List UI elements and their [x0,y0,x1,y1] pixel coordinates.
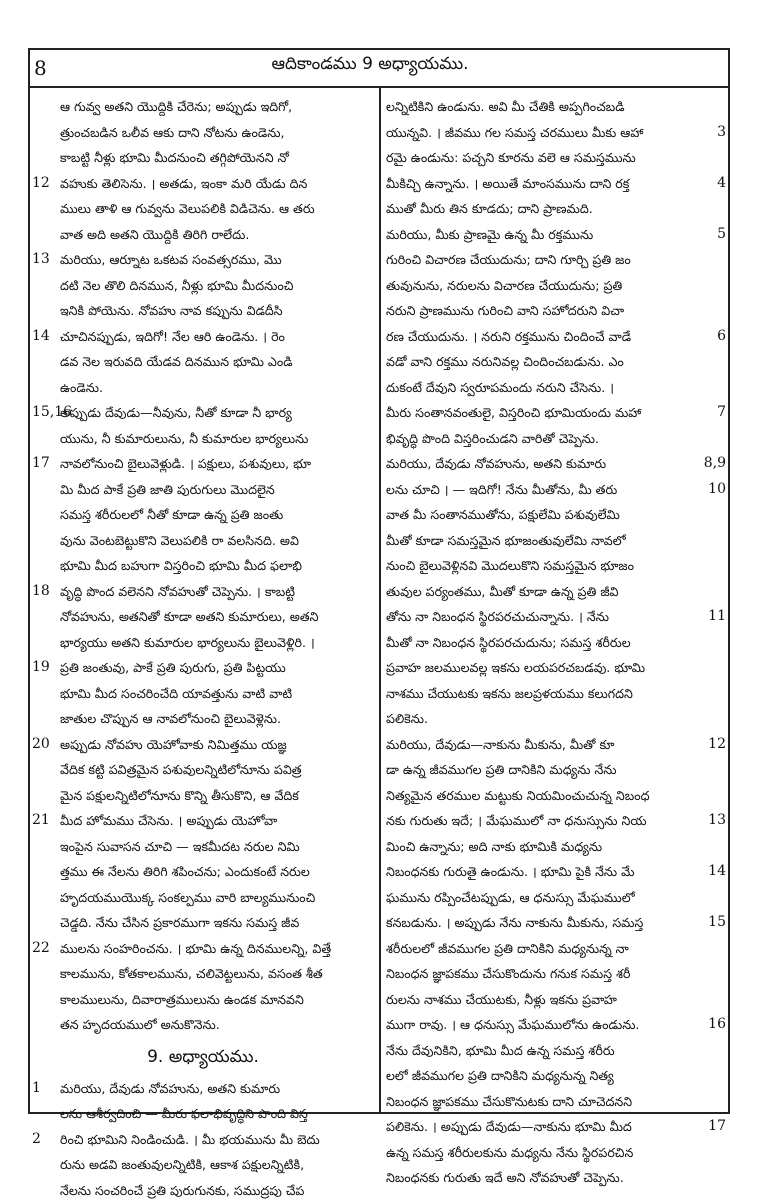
verse-number: 17 [686,1114,726,1140]
verse-number: 6 [686,324,726,350]
verse-number: 13 [32,247,62,273]
verse-text: మీరు సంతానవంతులై, విస్తరించి భూమియందు మహా [386,400,704,426]
verse-text: తువుల పర్యంతము, మీతో కూడా ఉన్న ప్రతి జీవి [386,579,704,605]
verse-line [386,834,726,860]
verse-line [386,477,726,503]
verse-text: హృదయముయొక్క సంకల్పము వారి బాల్యమునుంచి [60,885,374,911]
verse-number: 4 [686,171,726,197]
verse-line [386,808,726,834]
left-column [32,94,374,1106]
verse-text: కనబడును. । అప్పుడు నేను నాకును మీకును, సమస్త [386,910,704,936]
verse-line [32,757,374,783]
verse-text: నిత్యమైన తరముల మట్టుకు నియమించుచున్న నిబంధ [386,783,704,809]
verse-number: 10 [686,477,726,503]
verse-line [32,1101,374,1127]
verse-text: గురించి విచారణ చేయుదును; దాని గూర్చి ప్రతి జం [386,247,704,273]
verse-text: వాత మీ సంతానముతోను, పక్షులేమి పశువులేమి [386,502,704,528]
verse-text: నేలను సంచరించే ప్రతి పురుగునకు, సముద్రపు చేప [60,1178,374,1203]
verse-number: 11 [686,604,726,630]
verse-text: ఘమును రప్పించేటప్పుడు, ఆ ధనుస్సు మేఘములో [386,885,704,911]
verse-text: ముగా రావు. । ఆ ధనుస్సు మేఘములోను ఉండును. [386,1012,704,1038]
right-column [386,94,726,1106]
verse-text: యున్నవి. । జీవము గల సమస్త చరములు మీకు ఆహా [386,120,704,146]
verse-text: నిబంధనకు గురుతు ఇదే అని నోవహుతో చెప్పెను. [386,1165,704,1191]
verse-line [386,196,726,222]
verse-text: ఇనికి పోయెను. నోవహు నావ కప్పును విడదీసి [60,298,374,324]
verse-text: రులను నాశము చేయుటకు, నీళ్లు ఇకను ప్రవాహ [386,987,704,1013]
verse-number: 14 [686,859,726,885]
verse-line [32,936,374,962]
verse-number: 15 [686,910,726,936]
verse-text: మైన పక్షులన్నిటిలోనూను కొన్ని తీసుకొని, ఆ వేదిక [60,783,374,809]
verse-line [386,783,726,809]
verse-number: 19 [32,655,62,681]
verse-text: సమస్త శరీరులలో నీతో కూడా ఉన్న ప్రతి జంతు [60,502,374,528]
verse-line [32,859,374,885]
verse-text: రమై ఉండును: పచ్చని కూరను వలె ఆ సమస్తమును [386,145,704,171]
verse-text: మీకిచ్చి ఉన్నాను. । అయితే మాంసమును దాని రక్త [386,171,704,197]
verse-text: శరీరులలో జీవముగల ప్రతి దానికిని మధ్యనున్న నా [386,936,704,962]
verse-line [32,94,374,120]
verse-line [386,579,726,605]
verse-number: 13 [686,808,726,834]
verse-text: డా ఉన్న జీవముగల ప్రతి దానికిని మధ్యను నేను [386,757,704,783]
verse-text: నావలోనుంచి బైలువెళ్లుడి. । పక్షులు, పశువులు, భూ [60,451,374,477]
verse-text: భూమి మీద బహుగా విస్తరించి భూమి మీద ఫలాభి [60,553,374,579]
verse-text: నకు గురుతు ఇదే; । మేఘములో నా ధనుస్సును నియ [386,808,704,834]
verse-line [32,961,374,987]
verse-line [386,732,726,758]
verse-line [386,553,726,579]
verse-line [386,222,726,248]
verse-number: 12 [32,171,62,197]
verse-number: 5 [686,222,726,248]
verse-line [32,222,374,248]
verse-text: మరియు, దేవుడు—నాకును మీకును, మీతో కూ [386,732,704,758]
verse-text: తువునును, నరులను విచారణ చేయుదును; ప్రతి [386,273,704,299]
verse-text: చెడ్డది. నేను చేసిన ప్రకారముగా ఇకను సమస్త జీవ [60,910,374,936]
verse-line [32,451,374,477]
verse-line [386,120,726,146]
verse-line [386,655,726,681]
verse-line [32,1076,374,1102]
verse-text: మరియు, మీకు ప్రాణమై ఉన్న మీ రక్తమును [386,222,704,248]
column-rule [379,86,381,1114]
verse-line [32,171,374,197]
verse-text: భివృద్ధి పొంది విస్తరించుడని వారితో చెప్పెను. [386,426,704,452]
verse-line [32,1012,374,1038]
verse-line [32,349,374,375]
verse-line [386,859,726,885]
verse-number: 21 [32,808,62,834]
verse-text: ప్రవాహ జలములవల్ల ఇకను లయపరచబడవు. భూమి [386,655,704,681]
verse-line [386,936,726,962]
verse-line [386,298,726,324]
verse-text: లను ఆశీర్వదించి — మీరు ఫలాభివృద్ధిని పొంది విస్త [60,1101,374,1127]
verse-text: ఆ గువ్వ అతని యొద్దికి చేరెను; అప్పుడు ఇదిగో, [60,94,374,120]
verse-text: నిబంధనకు గురుతై ఉండును. । భూమి పైకి నేను మే [386,859,704,885]
verse-line [32,885,374,911]
verse-text: నుంచి బైలువెళ్లినవి మొదలుకొని సమస్తమైన భూజం [386,553,704,579]
verse-line [32,579,374,605]
verse-text: మించి ఉన్నాను; అది నాకు భూమికి మధ్యను [386,834,704,860]
verse-text: డవ నెల ఇరువది యేడవ దినమున భూమి ఎండి [60,349,374,375]
verse-text: కాబట్టి నీళ్లు భూమి మీదనుంచి తగ్గిపోయెనని నో [60,145,374,171]
verse-line [32,783,374,809]
verse-line [32,910,374,936]
verse-line [386,273,726,299]
verse-number: 3 [686,120,726,146]
verse-line [32,732,374,758]
verse-line [386,426,726,452]
verse-line [32,834,374,860]
verse-text: వహుకు తెలిసెను. । అతడు, ఇంకా మరి యేడు దిన [60,171,374,197]
verse-number: 8,9 [686,451,726,477]
verse-line [32,247,374,273]
verse-text: తన హృదయములో అనుకొనెను. [60,1012,374,1038]
verse-number: 2 [32,1127,62,1153]
verse-text: పలికెను. । అప్పుడు దేవుడు—నాకును భూమి మీద [386,1114,704,1140]
verse-number: 12 [686,732,726,758]
verse-line [32,808,374,834]
verse-text: వృద్ధి పొంద వలెనని నోవహుతో చెప్పెను. । కాబట్టి [60,579,374,605]
verse-number: 16 [686,1012,726,1038]
verse-line [32,477,374,503]
verse-text: దటి నెల తొలి దినమున, నీళ్లు భూమి మీదనుంచి [60,273,374,299]
verse-line [386,1165,726,1191]
verse-text: త్తము ఈ నేలను తిరిగి శపించను; ఎందుకంటే నరుల [60,859,374,885]
verse-line [32,655,374,681]
verse-line [386,630,726,656]
verse-line [386,1012,726,1038]
verse-text: నాశము చేయుటకు ఇకను జలప్రళయము కలుగదని [386,681,704,707]
verse-text: నిబంధన జ్ఞాపకము చేసుకొనుటకు దాని చూచెదనని [386,1089,704,1115]
verse-text: మి మీద పాకే ప్రతి జాతి పురుగులు మొదలైన [60,477,374,503]
verse-line [386,171,726,197]
verse-text: భూమి మీద సంచరించేది యావత్తును వాటి వాటి [60,681,374,707]
verse-line [32,145,374,171]
verse-text: మరియు, దేవుడు నోవహును, అతని కుమారు [386,451,704,477]
verse-number: 15,16 [32,400,62,426]
verse-text: వాత అది అతని యొద్దికి తిరిగి రాలేదు. [60,222,374,248]
verse-text: లలో జీవముగల ప్రతి దానికిని మధ్యనున్న నిత్య [386,1063,704,1089]
verse-text: వేదిక కట్టి పవిత్రమైన పశువులన్నిటిలోనూను పవిత్ర [60,757,374,783]
verse-text: యును, నీ కుమారులును, నీ కుమారుల భార్యలును [60,426,374,452]
verse-text: ములను సంహరించను. । భూమి ఉన్న దినములన్ని, విత్తే [60,936,374,962]
verse-line [386,885,726,911]
verse-text: రణ చేయుదును. । నరుని రక్తమును చిందించే వాడే [386,324,704,350]
verse-line [386,1089,726,1115]
verse-text: జాతుల చొప్పున ఆ నావలోనుంచి బైలువెళ్లెను. [60,706,374,732]
verse-number: 20 [32,732,62,758]
verse-line [386,910,726,936]
verse-text: మీతో కూడా సమస్తమైన భూజంతువులేమి నావలో [386,528,704,554]
verse-number: 1 [32,1076,62,1102]
verse-text: చూచినప్పుడు, ఇదిగో! నేల ఆరి ఉండెను. । రెం [60,324,374,350]
verse-text: అప్పుడు నోవహు యెహోవాకు నిమిత్తము యజ్ఞ [60,732,374,758]
verse-line [386,1038,726,1064]
verse-line [32,706,374,732]
verse-text: లన్నిటికిని ఉండును. అవి మీ చేతికి అప్పగించబడి [386,94,704,120]
verse-line [386,1140,726,1166]
verse-text: నోవహును, అతనితో కూడా అతని కుమారులు, అతని [60,604,374,630]
verse-text: రించి భూమిని నిండించుడి. । మీ భయమును మీ బెదు [60,1127,374,1153]
verse-line [32,528,374,554]
verse-line [32,120,374,146]
verse-line [386,324,726,350]
verse-line [32,375,374,401]
verse-text: ప్రతి జంతువు, పాకే ప్రతి పురుగు, ప్రతి పిట్టయు [60,655,374,681]
verse-text: మరియు, ఆర్నూట ఒకటవ సంవత్సరము, మొ [60,247,374,273]
verse-text: ఇంపైన సువాసన చూచి — ఇకమీదట నరుల నిమి [60,834,374,860]
verse-line [386,987,726,1013]
verse-line [386,604,726,630]
verse-number: 22 [32,936,62,962]
verse-text: లను చూచి । — ఇదిగో! నేను మీతోను, మీ తరు [386,477,704,503]
verse-text: నిబంధన జ్ఞాపకము చేసుకొందును గనుక సమస్త శరీ [386,961,704,987]
verse-text: ఉన్న సమస్త శరీరులకును మధ్యను నేను స్థిరపరచిన [386,1140,704,1166]
verse-text: పలికెను. [386,706,704,732]
verse-line [32,1152,374,1178]
verse-text: అప్పుడు దేవుడు—నీవును, నీతో కూడా నీ భార్య [60,400,374,426]
verse-line [32,426,374,452]
verse-text: ములు తాళి ఆ గువ్వను వెలుపలికి విడిచెను. ఆ తరు [60,196,374,222]
verse-number: 18 [32,579,62,605]
verse-number: 14 [32,324,62,350]
verse-line [32,502,374,528]
verse-text: కాలములును, దివారాత్రములును ఉండక మానవని [60,987,374,1013]
verse-line [386,247,726,273]
verse-line [386,681,726,707]
verse-text: కాలమును, కోతకాలమును, చలివెట్టలును, వసంత శీత [60,961,374,987]
verse-text: మీద హోమము చేసెను. । అప్పుడు యెహోవా [60,808,374,834]
verse-text: దుకంటే దేవుని స్వరూపమందు నరుని చేసెను. । [386,375,704,401]
verse-line [386,451,726,477]
verse-text: వును వెంటబెట్టుకొని వెలుపలికి రా వలసినది. అవి [60,528,374,554]
verse-text: నరుని ప్రాణమును గురించి వాని సహోదరుని విచా [386,298,704,324]
verse-text: రును అడవి జంతువులన్నిటికి, ఆకాశ పక్షులన్నిటికి, [60,1152,374,1178]
verse-text: ముతో మీరు తిన కూడదు; దాని ప్రాణమది. [386,196,704,222]
verse-text: తోను నా నిబంధన స్థిరపరచుచున్నాను. । నేను [386,604,704,630]
verse-text: భార్యయు అతని కుమారుల భార్యలును బైలువెళ్లిరి. । [60,630,374,656]
verse-line [386,757,726,783]
chapter-heading: 9. అధ్యాయము. [32,1038,374,1076]
verse-line [386,349,726,375]
verse-line [32,553,374,579]
verse-line [386,706,726,732]
verse-line [386,94,726,120]
verse-text: వడో వాని రక్తము నరునివల్ల చిందించబడును. ఎం [386,349,704,375]
verse-text: మరియు, దేవుడు నోవహును, అతని కుమారు [60,1076,374,1102]
verse-line [32,196,374,222]
verse-line [32,273,374,299]
verse-text: మీతో నా నిబంధన స్థిరపరచుదును; సమస్త శరీరుల [386,630,704,656]
verse-line [32,1127,374,1153]
verse-line [386,145,726,171]
verse-line [32,324,374,350]
verse-text: త్రుంచబడిన ఒలీవ ఆకు దాని నోటను ఉండెను, [60,120,374,146]
verse-line [32,298,374,324]
verse-line [32,604,374,630]
page-number: 8 [34,56,47,80]
verse-text: నేను దేవునికిని, భూమి మీద ఉన్న సమస్త శరీరు [386,1038,704,1064]
verse-text: ఉండెను. [60,375,374,401]
verse-line [386,1114,726,1140]
verse-line [32,987,374,1013]
verse-line [386,961,726,987]
verse-line [32,681,374,707]
verse-line [386,502,726,528]
verse-number: 17 [32,451,62,477]
verse-line [386,1063,726,1089]
verse-line [32,400,374,426]
verse-line [386,375,726,401]
verse-line [32,630,374,656]
verse-line [386,528,726,554]
verse-number: 7 [686,400,726,426]
verse-line [32,1178,374,1203]
running-head: ఆదికాండము 9 అధ్యాయము. [180,54,560,78]
verse-line [386,400,726,426]
